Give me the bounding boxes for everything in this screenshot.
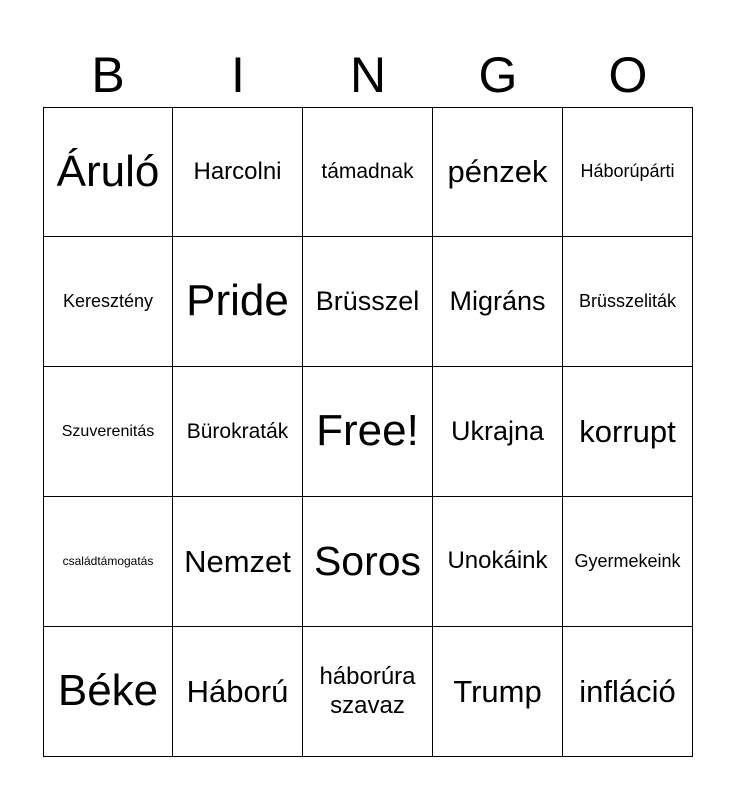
bingo-cell: Gyermekeink <box>563 497 693 627</box>
bingo-cell: Trump <box>433 627 563 757</box>
free-space-cell: Free! <box>303 367 433 497</box>
bingo-cell: Ukrajna <box>433 367 563 497</box>
bingo-cell: támadnak <box>303 107 433 237</box>
header-letter-n: N <box>349 47 387 103</box>
bingo-cell: Nemzet <box>173 497 303 627</box>
bingo-cell: háborúra szavaz <box>303 627 433 757</box>
bingo-cell: családtámogatás <box>43 497 173 627</box>
bingo-cell: Háborúpárti <box>563 107 693 237</box>
bingo-cell: pénzek <box>433 107 563 237</box>
header-letter-i: I <box>231 47 245 103</box>
bingo-board <box>43 107 693 757</box>
bingo-cell: Háború <box>173 627 303 757</box>
bingo-header <box>43 44 693 106</box>
bingo-cell: korrupt <box>563 367 693 497</box>
bingo-cell: Béke <box>43 627 173 757</box>
bingo-cell: Unokáink <box>433 497 563 627</box>
bingo-cell: Áruló <box>43 107 173 237</box>
bingo-cell: Harcolni <box>173 107 303 237</box>
bingo-cell: infláció <box>563 627 693 757</box>
header-letter-o: O <box>608 47 648 103</box>
bingo-cell: Keresztény <box>43 237 173 367</box>
header-letter-g: G <box>478 47 518 103</box>
bingo-cell: Migráns <box>433 237 563 367</box>
bingo-cell: Pride <box>173 237 303 367</box>
bingo-cell: Soros <box>303 497 433 627</box>
bingo-cell: Bürokraták <box>173 367 303 497</box>
bingo-cell: Brüsszel <box>303 237 433 367</box>
header-letter-b: B <box>91 47 125 103</box>
bingo-cell: Szuverenitás <box>43 367 173 497</box>
bingo-cell: Brüsszeliták <box>563 237 693 367</box>
